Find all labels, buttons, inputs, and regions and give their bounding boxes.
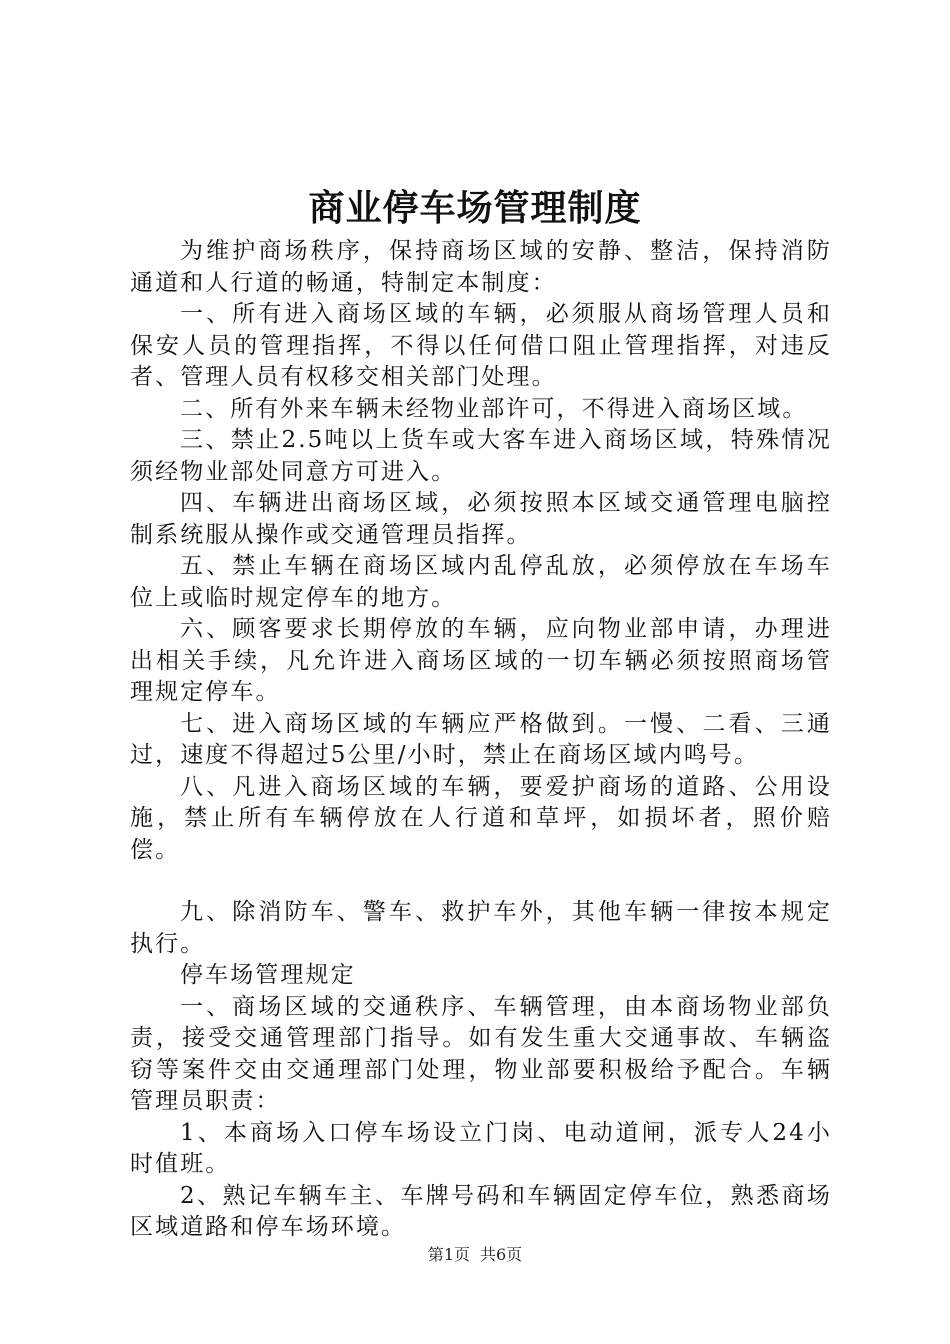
- document-title: 商业停车场管理制度: [308, 187, 642, 229]
- section-heading: 停车场管理规定: [180, 962, 356, 988]
- document-body: [130, 236, 832, 1244]
- page-footer: [0, 1245, 950, 1265]
- paragraph-rule-2: 二、所有外来车辆未经物业部许可，不得进入商场区域。: [180, 395, 808, 422]
- paragraph-rule-7: 七、进入商场区域的车辆应严格做到。一慢、二看、三通过，速度不得超过5公里/小时，禁止在商场区域内鸣号。: [130, 710, 832, 768]
- paragraph-intro: 为维护商场秩序，保持商场区域的安静、整洁，保持消防通道和人行道的畅通，特制定本制度：: [130, 238, 832, 296]
- page-number: 第1页: [427, 1245, 470, 1264]
- paragraph-rule-6: 六、顾客要求长期停放的车辆，应向物业部申请，办理进出相关手续，凡允许进入商场区域的一切车辆必须按照商场管理规定停车。: [130, 616, 832, 705]
- paragraph-rule-4: 四、车辆进出商场区域，必须按照本区域交通管理电脑控制系统服从操作或交通管理员指挥。: [130, 490, 832, 548]
- paragraph-rule-1: 一、所有进入商场区域的车辆，必须服从商场管理人员和保安人员的管理指挥，不得以任何借口阻止管理指挥，对违反者、管理人员有权移交相关部门处理。: [130, 301, 832, 390]
- paragraph-duty-2: 2、熟记车辆车主、车牌号码和车辆固定停车位，熟悉商场区域道路和停车场环境。: [130, 1182, 832, 1240]
- paragraph-duty-1: 1、本商场入口停车场设立门岗、电动道闸，派专人24小时值班。: [130, 1119, 832, 1177]
- page-total: 共6页: [480, 1245, 523, 1264]
- paragraph-section-1: 一、商场区域的交通秩序、车辆管理，由本商场物业部负责，接受交通管理部门指导。如有发生重大交通事故、车辆盗窃等案件交由交通理部门处理，物业部要积极给予配合。车辆管理员职责：: [130, 993, 832, 1114]
- paragraph-rule-9: 九、除消防车、警车、救护车外，其他车辆一律按本规定执行。: [130, 899, 832, 957]
- paragraph-rule-5: 五、禁止车辆在商场区域内乱停乱放，必须停放在车场车位上或临时规定停车的地方。: [130, 553, 832, 611]
- paragraph-rule-3: 三、禁止2.5吨以上货车或大客车进入商场区域，特殊情况须经物业部处同意方可进入。: [130, 427, 832, 485]
- paragraph-rule-8: 八、凡进入商场区域的车辆，要爱护商场的道路、公用设施，禁止所有车辆停放在人行道和草坪，如损坏者，照价赔偿。: [130, 773, 832, 863]
